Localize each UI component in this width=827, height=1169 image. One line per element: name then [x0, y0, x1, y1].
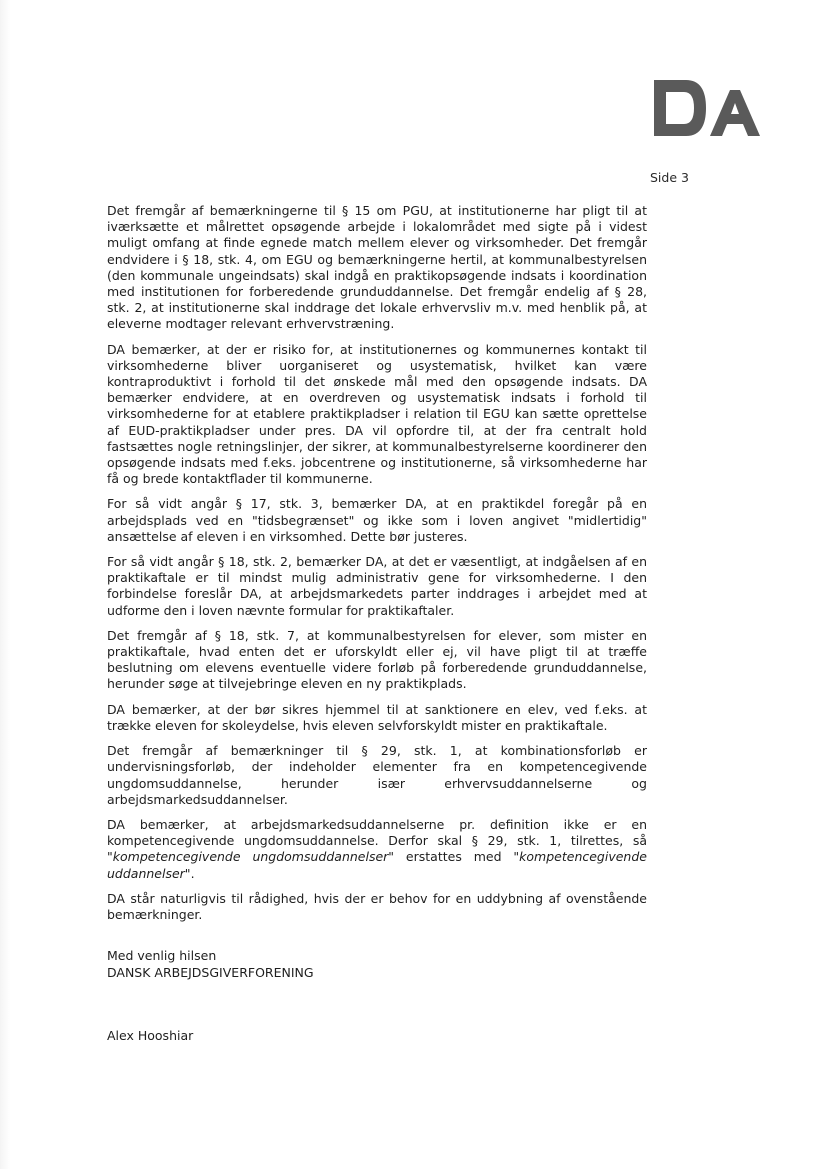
paragraph-5: Det fremgår af § 18, stk. 7, at kommunalbestyrelsen for elever, som mister en praktikaftale, hvad enten det er uforskyldt eller ej, vil have pligt til at træffe beslutning om elevens eventuelle videre forløb på forberedende grunduddannelse, herunder søge at tilvejebringe eleven en ny praktikplads. [107, 627, 647, 692]
paragraph-9: DA står naturligvis til rådighed, hvis der er behov for en uddybning af ovenstående bemærkninger. [107, 890, 647, 922]
paragraph-8-italic-2: "kompetencegivende uddannelser" [107, 849, 647, 881]
paragraph-8-middle: erstattes med [394, 849, 514, 865]
logo-letter-a [710, 90, 760, 136]
paragraph-2: DA bemærker, at der er risiko for, at institutionernes og kommunernes kontakt til virksomhederne bliver uorganiseret og usystematisk, hvilket kan være kontraproduktivt i forhold til det ønskede mål med den opsøgende indsats. DA bemærker endvidere, at en overdreven og usystematisk indsats i forhold til virksomhederne for at etablere praktikpladser i relation til EGU kan sætte oprettelse af EUD-praktikpladser under pres. DA vil opfordre til, at der fra centralt hold fastsættes nogle retningslinjer, der sikrer, at kommunalbestyrelserne koordinerer den opsøgende indsats med f.eks. jobcentrene og institutionerne, så virksomhederne har få og brede kontaktflader til kommunerne. [107, 341, 647, 487]
signature-name: Alex Hooshiar [107, 1028, 194, 1043]
scan-edge [0, 0, 10, 1169]
paragraph-4: For så vidt angår § 18, stk. 2, bemærker DA, at det er væsentligt, at indgåelsen af en praktikaftale er til mindst mulig administrativ gene for virksomhederne. I den forbindelse foreslår DA, at arbejdsmarkedets parter inddrages i arbejdet med at udforme den i loven nævnte formular for praktikaftaler. [107, 554, 647, 618]
paragraph-8-after: . [190, 865, 195, 881]
da-logo [652, 76, 762, 140]
logo-letter-d [654, 80, 706, 136]
paragraph-3: For så vidt angår § 17, stk. 3, bemærker DA, at en praktikdel foregår på en arbejdsplads ved en "tidsbegrænset" og ikke som i loven angivet "midlertidig" ansættelse af eleven i en virksomhed. Dette bør justeres. [107, 496, 647, 544]
logo-text: DA [706, 116, 708, 117]
page-number: Side 3 [650, 170, 689, 185]
closing-greeting: Med venlig hilsen [107, 948, 217, 963]
closing-block [107, 948, 314, 981]
letter-body [107, 203, 647, 932]
paragraph-6: DA bemærker, at der bør sikres hjemmel til at sanktionere en elev, ved f.eks. at trække eleven for skoleydelse, hvis eleven selvforskyldt mister en praktikaftale. [107, 701, 647, 733]
paragraph-1: Det fremgår af bemærkningerne til § 15 om PGU, at institutionerne har pligt til at iværksætte et målrettet opsøgende arbejde i lokalområdet med sigte på i videst muligt omfang at finde egnede match mellem elever og virksomheder. Det fremgår endvidere i § 18, stk. 4, om EGU og bemærkningerne hertil, at kommunalbestyrelsen (den kommunale ungeindsats) skal indgå en praktikopsøgende indsats i koordination med institutionen for forberedende grunduddannelse. Det fremgår endelig af § 28, stk. 2, at institutionerne skal inddrage det lokale erhvervsliv m.v. med henblik på, at eleverne modtager relevant erhvervstræning. [107, 203, 647, 332]
paragraph-8-italic-1: "kompetencegivende ungdomsuddannelser" [107, 849, 395, 865]
paragraph-8 [107, 817, 647, 882]
paragraph-7: Det fremgår af bemærkninger til § 29, stk. 1, at kombinationsforløb er undervisningsforløb, der indeholder elementer fra en kompetencegivende ungdomsuddannelse, herunder især erhvervsuddannelserne og arbejdsmarkedsuddannelser. [107, 743, 647, 807]
paragraph-8-before: DA bemærker, at arbejdsmarkedsuddannelserne pr. definition ikke er en kompetencegivende ungdomsuddannelse. Derfor skal § 29, stk. 1, tilrettes, så [107, 816, 647, 849]
closing-organization: DANSK ARBEJDSGIVERFORENING [107, 964, 314, 980]
